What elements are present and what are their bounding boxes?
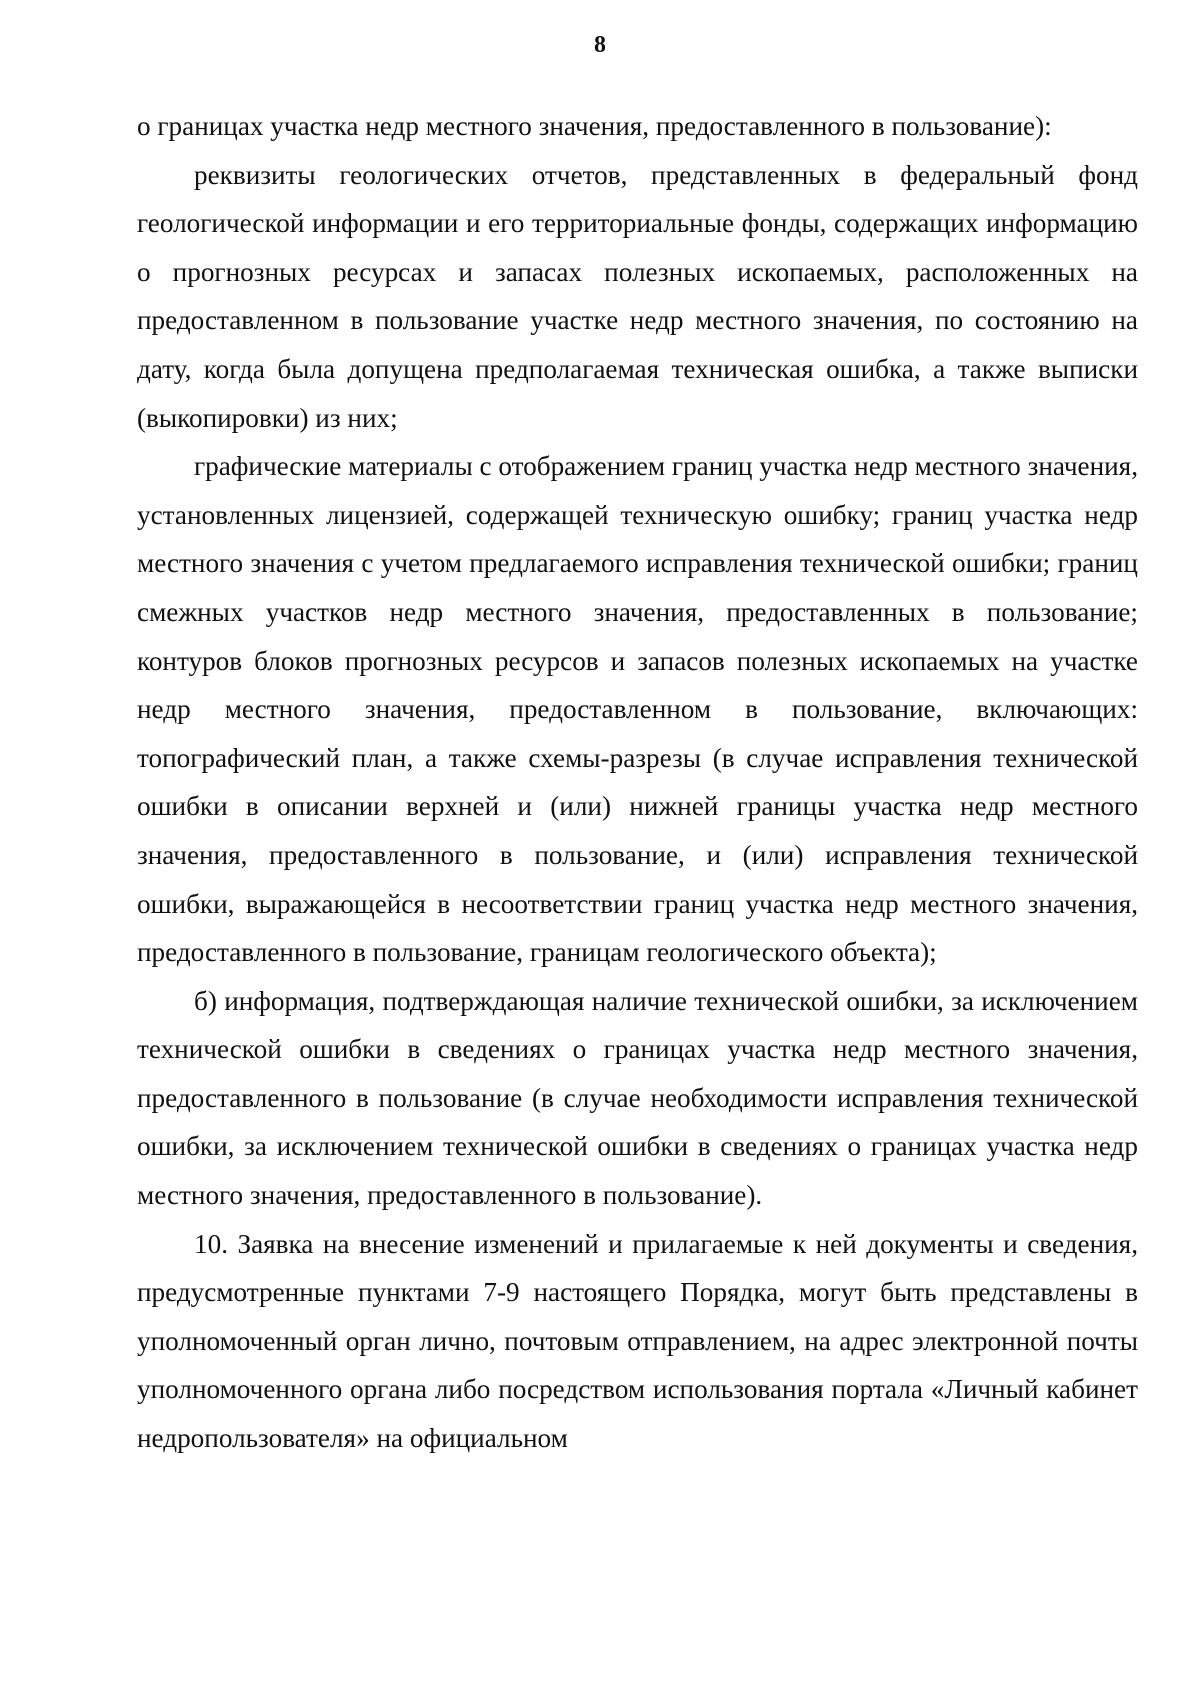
paragraph-geological-reports: реквизиты геологических отчетов, представленных в федеральный фонд геологической информации и его территориальные фонды, содержащих информацию о прогнозных ресурсах и запасах полезных ископаемых, расположенных на предоставленном в пользование участке недр местного значения, по состоянию на дату, когда была допущена предполагаемая техническая ошибка, а также выписки (выкопировки) из них; — [137, 159, 1138, 433]
document-body — [137, 102, 1138, 1463]
paragraph-item-b: б) информация, подтверждающая наличие технической ошибки, за исключением технической ошибки в сведениях о границах участка недр местного значения, предоставленного в пользование (в случае необходимости исправления технической ошибки, за исключением технической ошибки в сведениях о границах участка недр местного значения, предоставленного в пользование). — [137, 985, 1138, 1211]
paragraph-item-10: 10. Заявка на внесение изменений и прилагаемые к ней документы и сведения, предусмотренные пунктами 7-9 настоящего Порядка, могут быть представлены в уполномоченный орган лично, почтовым отправлением, на адрес электронной почты уполномоченного органа либо посредством использования портала «Личный кабинет недропользователя» на официальном — [137, 1228, 1138, 1454]
paragraph-graphic-materials: графические материалы с отображением границ участка недр местного значения, установленных лицензией, содержащей техническую ошибку; границ участка недр местного значения с учетом предлагаемого исправления технической ошибки; границ смежных участков недр местного значения, предоставленных в пользование; контуров блоков прогнозных ресурсов и запасов полезных ископаемых на участке недр местного значения, предоставленном в пользование, включающих: топографический план, а также схемы-разрезы (в случае исправления технической ошибки в описании верхней и (или) нижней границы участка недр местного значения, предоставленного в пользование, и (или) исправления технической ошибки, выражающейся в несоответствии границ участка недр местного значения, предоставленного в пользование, границам геологического объекта); — [137, 451, 1138, 968]
page-number: 8 — [594, 32, 606, 58]
paragraph-continuation: о границах участка недр местного значения, предоставленного в пользование): — [137, 111, 1052, 141]
